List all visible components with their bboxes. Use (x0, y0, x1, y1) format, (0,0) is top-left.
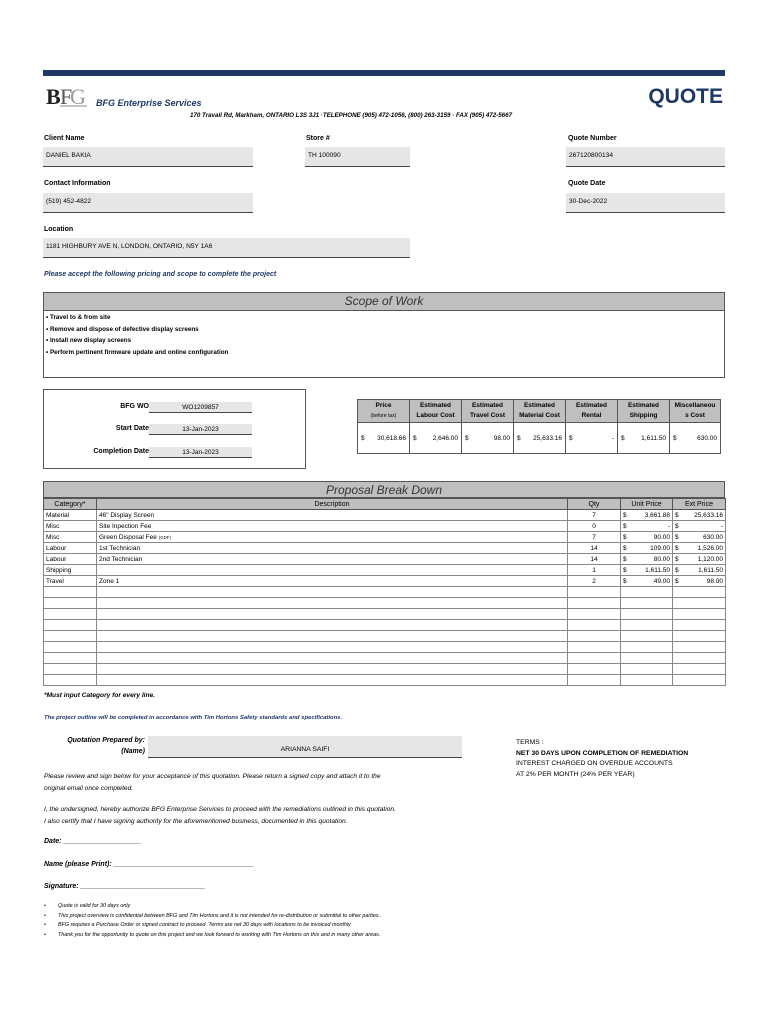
table-row-empty (44, 664, 726, 675)
row-category[interactable]: Travel (44, 576, 97, 587)
row-description[interactable] (97, 631, 568, 642)
table-row-empty (44, 675, 726, 686)
doc-title: QUOTE (648, 85, 723, 108)
table-row (44, 576, 726, 587)
row-unit-price[interactable]: $ 3,661.88 (621, 510, 673, 521)
row-qty[interactable] (568, 620, 621, 631)
row-qty[interactable] (568, 675, 621, 686)
company-address: 170 Travail Rd, Markham, ONTARIO L3S 3J1 ·TELEPHONE (905) 472-1056, (800) 263-3159 · FAX (905) 472-5667 (190, 112, 513, 119)
review-text: Please review and sign below for your acceptance of this quotation. Please return a signed copy and attach it to the original email once completed. (44, 773, 381, 792)
row-qty[interactable]: 2 (568, 576, 621, 587)
row-category[interactable]: Misc (44, 532, 97, 543)
scope-of-work (43, 292, 725, 378)
contact-field[interactable]: (519) 452-4822 (43, 193, 253, 213)
row-unit-price[interactable] (621, 642, 673, 653)
row-description[interactable] (97, 642, 568, 653)
row-description[interactable]: Green Disposal Fee (GDF) (97, 532, 568, 543)
row-qty[interactable]: 7 (568, 510, 621, 521)
terms-line: INTEREST CHARGED ON OVERDUE ACCOUNTS (516, 760, 673, 767)
row-ext-price[interactable] (673, 609, 726, 620)
quote-number-field[interactable]: 267120800134 (566, 147, 725, 167)
row-qty[interactable]: 14 (568, 543, 621, 554)
fine-print-item: • BFG requires a Purchase Order or signed contract to proceed. Terms are net 30 days with locations to be invoiced monthly (42, 921, 382, 931)
client-name-field[interactable]: DANIEL BAKIA (43, 147, 253, 167)
row-unit-price[interactable]: $ 80.00 (621, 554, 673, 565)
est-header-misc: Miscellaneou s Cost (670, 400, 721, 423)
breakdown-title: Proposal Break Down (43, 481, 725, 498)
row-unit-price[interactable] (621, 631, 673, 642)
fine-print-item: • Thank you for the opportunity to quote on this project and we look forward to working with Tim Hortons on this and in many other areas. (42, 931, 382, 941)
col-unit-price: Unit Price (621, 499, 673, 510)
prepared-by-label: Quotation Prepared by: (Name) (67, 737, 145, 755)
row-description[interactable] (97, 565, 568, 576)
row-qty[interactable] (568, 587, 621, 598)
table-row-empty (44, 620, 726, 631)
row-category[interactable]: Shipping (44, 565, 97, 576)
row-unit-price[interactable]: $ 90.00 (621, 532, 673, 543)
est-material: $ 25,633.16 (514, 423, 566, 454)
scope-item: • Perform pertinent firmware update and online configuration (46, 348, 229, 356)
est-header-material: Estimated Material Cost (514, 400, 566, 423)
row-description[interactable] (97, 609, 568, 620)
start-date-field[interactable]: 13-Jan-2023 (149, 424, 252, 435)
row-qty[interactable] (568, 653, 621, 664)
row-ext-price[interactable] (673, 620, 726, 631)
row-description[interactable] (97, 653, 568, 664)
row-description[interactable]: 2nd Technician (97, 554, 568, 565)
fine-print-item: • This project overview is confidential between BFG and Tim Hortons and it is not intended for re-distribution or submittal to other parties.. (42, 912, 382, 922)
row-category[interactable] (44, 664, 97, 675)
est-shipping: $ 1,611.50 (618, 423, 670, 454)
client-name-label: Client Name (44, 135, 85, 142)
est-rental: $ - (566, 423, 618, 454)
name-signature-line[interactable]: Name (please Print): ____________________________________ (44, 861, 254, 868)
row-qty[interactable] (568, 609, 621, 620)
row-qty[interactable] (568, 598, 621, 609)
row-unit-price[interactable]: $ 1,611.50 (621, 565, 673, 576)
row-qty[interactable]: 0 (568, 521, 621, 532)
intro-text: Please accept the following pricing and scope to complete the project (44, 271, 277, 278)
col-ext-price: Ext Price (673, 499, 726, 510)
est-header-rental: Estimated Rental (566, 400, 618, 423)
scope-item: • Remove and dispose of defective display screens (46, 325, 199, 333)
row-unit-price[interactable]: $ 109.00 (621, 543, 673, 554)
signature-line[interactable]: Signature: ________________________________ (44, 883, 206, 890)
row-ext-price[interactable] (673, 631, 726, 642)
row-description[interactable] (97, 620, 568, 631)
row-category[interactable]: Material (44, 510, 97, 521)
est-header-travel: Estimated Travel Cost (462, 400, 514, 423)
col-qty: Qty (568, 499, 621, 510)
row-description[interactable]: Site Inpection Fee (97, 521, 568, 532)
row-ext-price[interactable]: $ 1,120.00 (673, 554, 726, 565)
table-row (44, 521, 726, 532)
row-unit-price[interactable] (621, 653, 673, 664)
row-category[interactable] (44, 675, 97, 686)
terms-line: NET 30 DAYS UPON COMPLETION OF REMEDIATION (516, 749, 689, 757)
breakdown-table (43, 498, 726, 686)
row-ext-price[interactable] (673, 598, 726, 609)
svg-text:G: G (70, 84, 86, 108)
table-row-empty (44, 587, 726, 598)
row-category[interactable] (44, 598, 97, 609)
row-description[interactable] (97, 587, 568, 598)
row-ext-price[interactable] (673, 642, 726, 653)
company-name: BFG Enterprise Services (96, 98, 202, 108)
row-description[interactable]: 46" Display Screen (97, 510, 568, 521)
table-row-empty (44, 598, 726, 609)
est-header-shipping: Estimated Shipping (618, 400, 670, 423)
date-signature-line[interactable]: Date: ____________________ (44, 838, 142, 845)
row-category[interactable] (44, 620, 97, 631)
row-description[interactable]: 1st Technician (97, 543, 568, 554)
table-row (44, 543, 726, 554)
terms-block (516, 738, 688, 780)
row-ext-price[interactable]: $ 630.00 (673, 532, 726, 543)
table-row-empty (44, 609, 726, 620)
fine-print-list (42, 902, 382, 940)
col-category: Category* (44, 499, 97, 510)
quote-date-field[interactable]: 30-Dec-2022 (566, 193, 725, 213)
row-ext-price[interactable]: $ 1,526.00 (673, 543, 726, 554)
start-date-label: Start Date (115, 425, 149, 432)
row-unit-price[interactable] (621, 609, 673, 620)
row-ext-price[interactable] (673, 664, 726, 675)
row-description[interactable] (97, 598, 568, 609)
row-description[interactable]: Zone 1 (97, 576, 568, 587)
bfg-logo (45, 84, 87, 108)
scope-item: • Travel to & from site (46, 314, 111, 321)
completion-date-field[interactable]: 13-Jan-2023 (149, 447, 252, 458)
completion-date-label: Completion Date (93, 448, 149, 455)
row-ext-price[interactable] (673, 653, 726, 664)
quote-date-label: Quote Date (568, 180, 606, 187)
row-description[interactable] (97, 675, 568, 686)
scope-title: Scope of Work (44, 293, 724, 311)
table-row (44, 565, 726, 576)
row-ext-price[interactable] (673, 587, 726, 598)
est-labour: $ 2,646.00 (410, 423, 462, 454)
table-row (44, 510, 726, 521)
terms-title: TERMS : (516, 739, 544, 746)
row-category[interactable] (44, 653, 97, 664)
authorize-text: I, the undersigned, hereby authorize BFG Enterprise Services to proceed with the remediations outlined in this quotation. I also certify that I have signing authority for the aforementioned business, documented in this quotation. (44, 806, 396, 825)
row-category[interactable]: Misc (44, 521, 97, 532)
table-row-empty (44, 631, 726, 642)
row-category[interactable] (44, 631, 97, 642)
store-field[interactable]: TH 100090 (305, 147, 410, 167)
row-category[interactable] (44, 642, 97, 653)
row-category[interactable] (44, 609, 97, 620)
table-row-empty (44, 642, 726, 653)
row-ext-price[interactable]: $ 25,633.16 (673, 510, 726, 521)
quote-number-label: Quote Number (568, 135, 617, 142)
row-unit-price[interactable]: $ - (621, 521, 673, 532)
row-category[interactable] (44, 587, 97, 598)
row-ext-price[interactable]: $ 1,611.50 (673, 565, 726, 576)
row-unit-price[interactable] (621, 664, 673, 675)
must-input-note: *Must input Category for every line. (44, 692, 156, 699)
wo-label: BFG WO (120, 403, 149, 410)
terms-line: AT 2% PER MONTH (24% PER YEAR) (516, 770, 635, 778)
row-ext-price[interactable] (673, 675, 726, 686)
wo-field[interactable]: WO1209857 (149, 402, 252, 413)
est-travel: $ 98.00 (462, 423, 514, 454)
est-header-labour: Estimated Labour Cost (410, 400, 462, 423)
location-label: Location (44, 226, 74, 233)
col-description: Description (97, 499, 568, 510)
fine-print-item: • Quote is valid for 30 days only (42, 902, 382, 912)
est-header-price: Price (before tax) (358, 400, 410, 423)
estimates-table (357, 399, 721, 454)
row-category[interactable]: Labour (44, 554, 97, 565)
row-description[interactable] (97, 664, 568, 675)
table-row (44, 554, 726, 565)
est-price: $ 30,618.66 (358, 423, 410, 454)
prepared-by-name[interactable]: ARIANNA SAIFI (148, 736, 462, 758)
table-row-empty (44, 653, 726, 664)
work-order-box (43, 389, 306, 469)
header-bar (43, 70, 725, 76)
contact-label: Contact Information (44, 180, 111, 187)
row-qty[interactable]: 1 (568, 565, 621, 576)
svg-text:F: F (60, 84, 73, 108)
row-qty[interactable]: 14 (568, 554, 621, 565)
row-category[interactable]: Labour (44, 543, 97, 554)
store-label: Store # (306, 135, 330, 142)
table-row (44, 532, 726, 543)
row-ext-price[interactable]: $ - (673, 521, 726, 532)
scope-item: • Install new display screens (46, 337, 132, 344)
row-ext-price[interactable]: $ 98.00 (673, 576, 726, 587)
row-unit-price[interactable] (621, 620, 673, 631)
row-qty[interactable] (568, 642, 621, 653)
row-unit-price[interactable] (621, 587, 673, 598)
row-qty[interactable] (568, 664, 621, 675)
row-qty[interactable]: 7 (568, 532, 621, 543)
est-misc: $ 630.00 (670, 423, 721, 454)
safety-note: The project outline will be completed in accordance with Tim Hortons Safety standards and specifications. (44, 715, 343, 721)
row-qty[interactable] (568, 631, 621, 642)
svg-text:B: B (46, 84, 61, 108)
location-field[interactable]: 1181 HIGHBURY AVE N, LONDON, ONTARIO, N5Y 1A6 (43, 238, 410, 258)
row-unit-price[interactable] (621, 675, 673, 686)
row-unit-price[interactable] (621, 598, 673, 609)
row-unit-price[interactable]: $ 49.00 (621, 576, 673, 587)
